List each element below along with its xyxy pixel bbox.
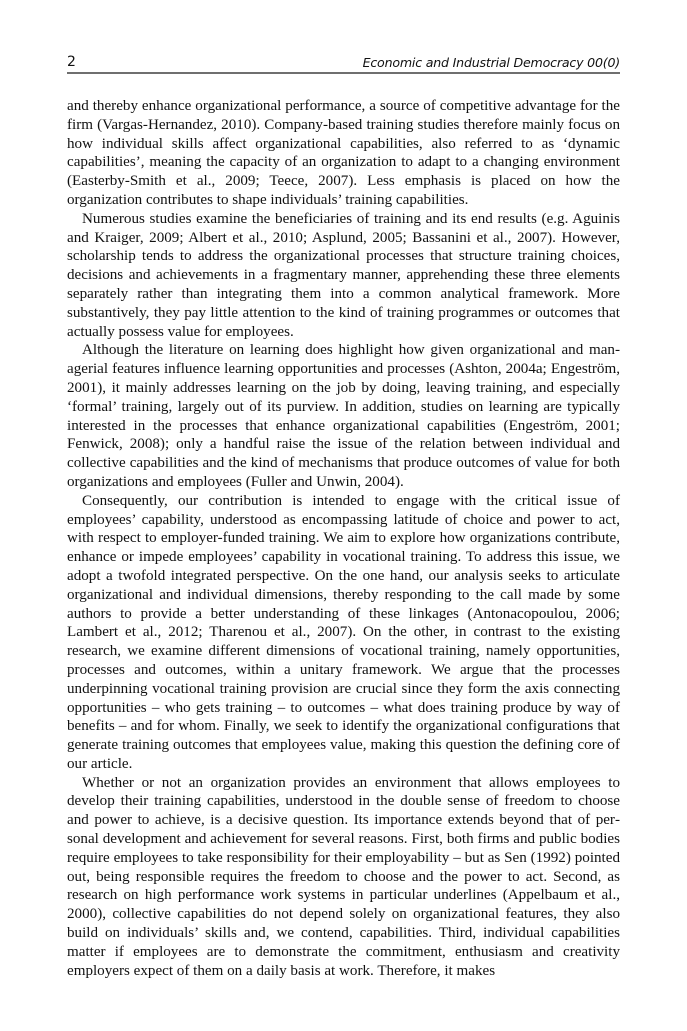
paragraph: and thereby enhance organizational performance, a source of competitive advantage for the firm (Vargas-Hernandez, 2010). Company-based training studies therefore mainly focus on how individual skills affect organizational capabilities, also referred to as ‘dynamic capabilities’, meaning the capacity of an organization to adapt to a changing environment (Easterby-Smith et al., 2009; Teece, 2007). Less emphasis is placed on how the organization contributes to shape individuals’ training capabilities. [67, 98, 620, 208]
paragraph: Numerous studies examine the beneficiaries of training and its end results (e.g. Aguinis and Kraiger, 2009; Albert et al., 2010; Asplund, 2005; Bassanini et al., 2007). However, scholarship tends to address the organizational processes that structure training choices, decisions and achievements in a fragmentary manner, apprehending these three elements separately rather than integrating them into a common analytical framework. More substantively, they pay little attention to the kind of training programmes or outcomes that actually possess value for employees. [67, 210, 620, 340]
header-rule [67, 72, 620, 74]
body-text [67, 97, 620, 980]
journal-title: Economic and Industrial Democracy 00(0) [362, 55, 620, 70]
page-number: 2 [67, 54, 76, 70]
paragraph: Although the literature on learning does highlight how given organizational and managerial features influence learning opportunities and processes (Ashton, 2004a; Engeström, 2001), it mainly addresses learning on the job by doing, leaving training, and especially ‘formal’ training, largely out of its purview. In addition, studies on learning are typically interested in the processes that enhance organizational capabilities (Engeström, 2001; Fenwick, 2008); only a handful raise the issue of the relation between individual and collective capabilities and the kind of mechanisms that produce outcomes of value for both organizations and employees (Fuller and Unwin, 2004). [67, 342, 620, 490]
page [67, 50, 620, 980]
paragraph: Whether or not an organization provides an environment that allows employees to develop their training capabilities, understood in the double sense of freedom to choose and power to achieve, is a decisive question. Its importance extends beyond that of personal development and achievement for several reasons. First, both firms and public bodies require employees to take responsibility for their employability – but as Sen (1992) pointed out, being responsible requires the freedom to choose and the power to act. Second, as research on high performance work systems in particular underlines (Appelbaum et al., 2000), collective capabilities do not depend solely on organizational features, they also build on individuals’ skills and, we contend, capabilities. Third, individual capabilities matter if employees are to demonstrate the commitment, enthusiasm and creativity employers expect of them on a daily basis at work. Therefore, it makes [67, 774, 620, 979]
paragraph: Consequently, our contribution is intended to engage with the critical issue of employees’ capability, understood as encompassing latitude of choice and power to act, with respect to employer-funded training. We aim to explore how organizations contribute, enhance or impede employees’ capability in vocational training. To address this issue, we adopt a twofold integrated perspective. On the one hand, our analysis seeks to articulate organizational and individual dimensions, thereby responding to the call made by some authors to provide a better understanding of these linkages (Antonacopoulou, 2006; Lambert et al., 2012; Tharenou et al., 2007). On the other, in contrast to the existing research, we examine different dimensions of vocational training, namely opportunities, processes and outcomes, within a unitary framework. We argue that the processes underpinning vocational training provision are crucial since they form the axis connecting opportunities – who gets training – to outcomes – what does training produce by way of benefits – and for whom. Finally, we seek to identify the organizational configurations that generate training outcomes that employees value, making this question the defining core of our article. [67, 492, 620, 772]
running-header [67, 50, 620, 70]
